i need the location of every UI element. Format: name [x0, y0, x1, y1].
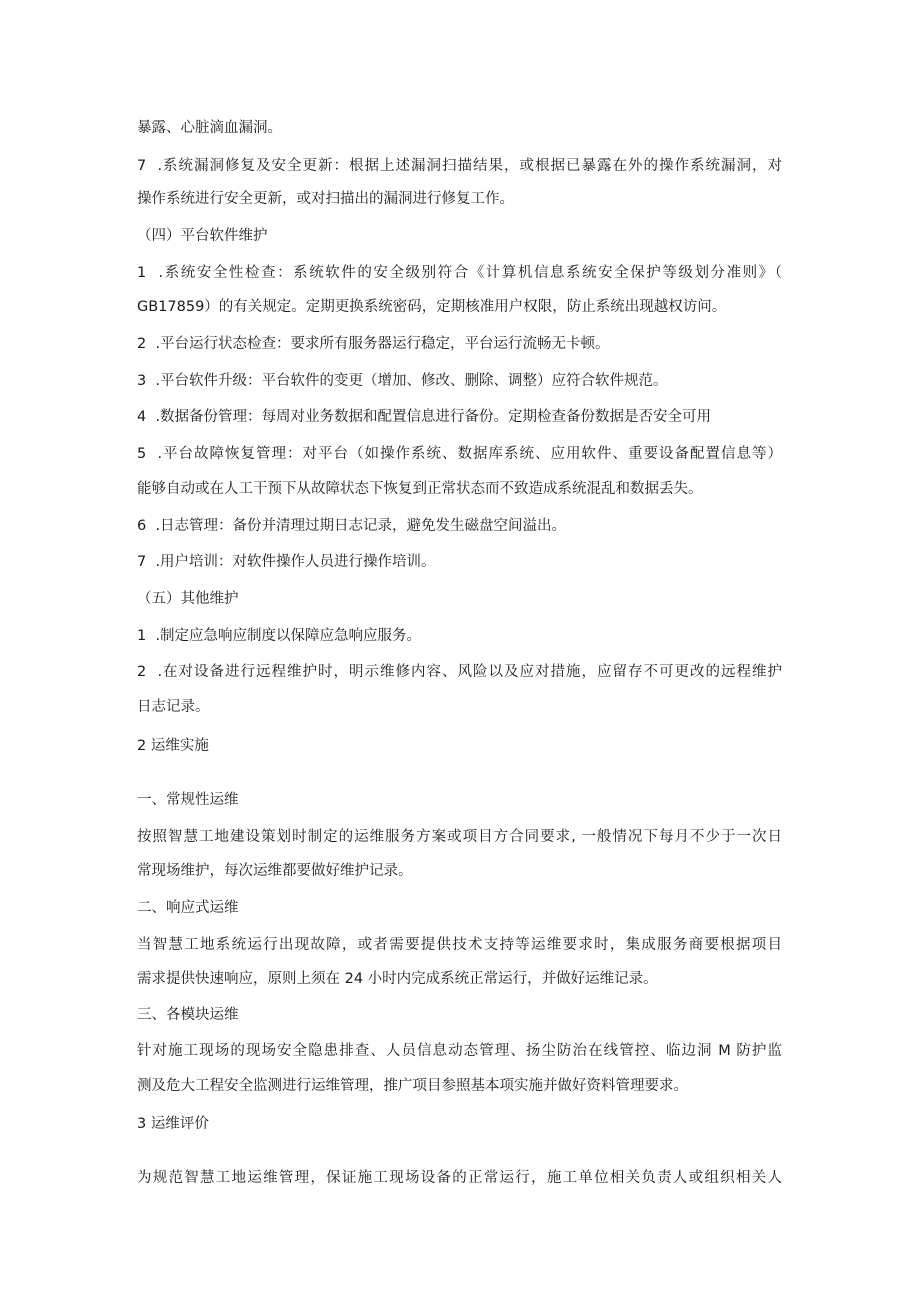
section-heading: 三、各模块运维	[137, 1007, 239, 1023]
section-heading: （五）其他维护	[137, 591, 239, 607]
text-line: 能够自动或在人工干预下从故障状态下恢复到正常状态而不致造成系统混乱和数据丢失。	[137, 481, 703, 497]
section-heading: （四）平台软件维护	[137, 228, 268, 244]
text-line: 常现场维护，每次运维都要做好维护记录。	[137, 863, 413, 879]
section-heading: 一、常规性运维	[137, 792, 239, 808]
text-line: 7 .用户培训：对软件操作人员进行操作培训。	[137, 554, 436, 570]
section-heading: 3 运维评价	[137, 1116, 209, 1132]
text-line: 2 .平台运行状态检查：要求所有服务器运行稳定，平台运行流畅无卡顿。	[137, 336, 610, 352]
text-line: 1 .系统安全性检查：系统软件的安全级别符合《计算机信息系统安全保护等级划分准则》（	[137, 265, 782, 281]
text-line: 2 .在对设备进行远程维护时，明示维修内容、风险以及应对措施，应留存不可更改的远程维护	[137, 664, 782, 680]
text-line: 6 .日志管理：备份并清理过期日志记录，避免发生磁盘空间溢出。	[137, 518, 567, 534]
section-heading: 二、响应式运维	[137, 900, 239, 916]
section-heading: 2 运维实施	[137, 738, 209, 754]
text-line: 7 .系统漏洞修复及安全更新：根据上述漏洞扫描结果，或根据已暴露在外的操作系统漏洞，对	[137, 158, 782, 174]
text-line: 3 .平台软件升级：平台软件的变更（增加、修改、删除、调整）应符合软件规范。	[137, 373, 668, 389]
text-line: 5 .平台故障恢复管理：对平台（如操作系统、数据库系统、应用软件、重要设备配置信息等）	[137, 446, 782, 462]
text-line: 需求提供快速响应，原则上须在 24 小时内完成系统正常运行，并做好运维记录。	[137, 971, 658, 987]
text-line: 4 .数据备份管理：每周对业务数据和配置信息进行备份。定期检查备份数据是否安全可用	[137, 409, 712, 425]
text-line: 日志记录。	[137, 699, 210, 715]
text-line: 当智慧工地系统运行出现故障，或者需要提供技术支持等运维要求时，集成服务商要根据项目	[137, 937, 782, 953]
text-line: 测及危大工程安全监测进行运维管理，推广项目参照基本项实施并做好资料管理要求。	[137, 1078, 688, 1094]
text-line: 1 .制定应急响应制度以保障应急响应服务。	[137, 628, 422, 644]
text-line: 操作系统进行安全更新，或对扫描出的漏洞进行修复工作。	[137, 191, 514, 207]
text-line: 针对施工现场的现场安全隐患排查、人员信息动态管理、扬尘防治在线管控、临边洞 M 防护监	[137, 1043, 782, 1059]
text-line: 暴露、心脏滴血漏洞。	[137, 120, 282, 136]
text-line: 为规范智慧工地运维管理，保证施工现场设备的正常运行，施工单位相关负责人或组织相关人	[137, 1170, 782, 1186]
text-line: 按照智慧工地建设策划时制定的运维服务方案或项目方合同要求, 一般情况下每月不少于一次日	[137, 829, 782, 845]
text-line: GB17859）的有关规定。定期更换系统密码，定期核准用户权限，防止系统出现越权访问。	[137, 299, 727, 315]
